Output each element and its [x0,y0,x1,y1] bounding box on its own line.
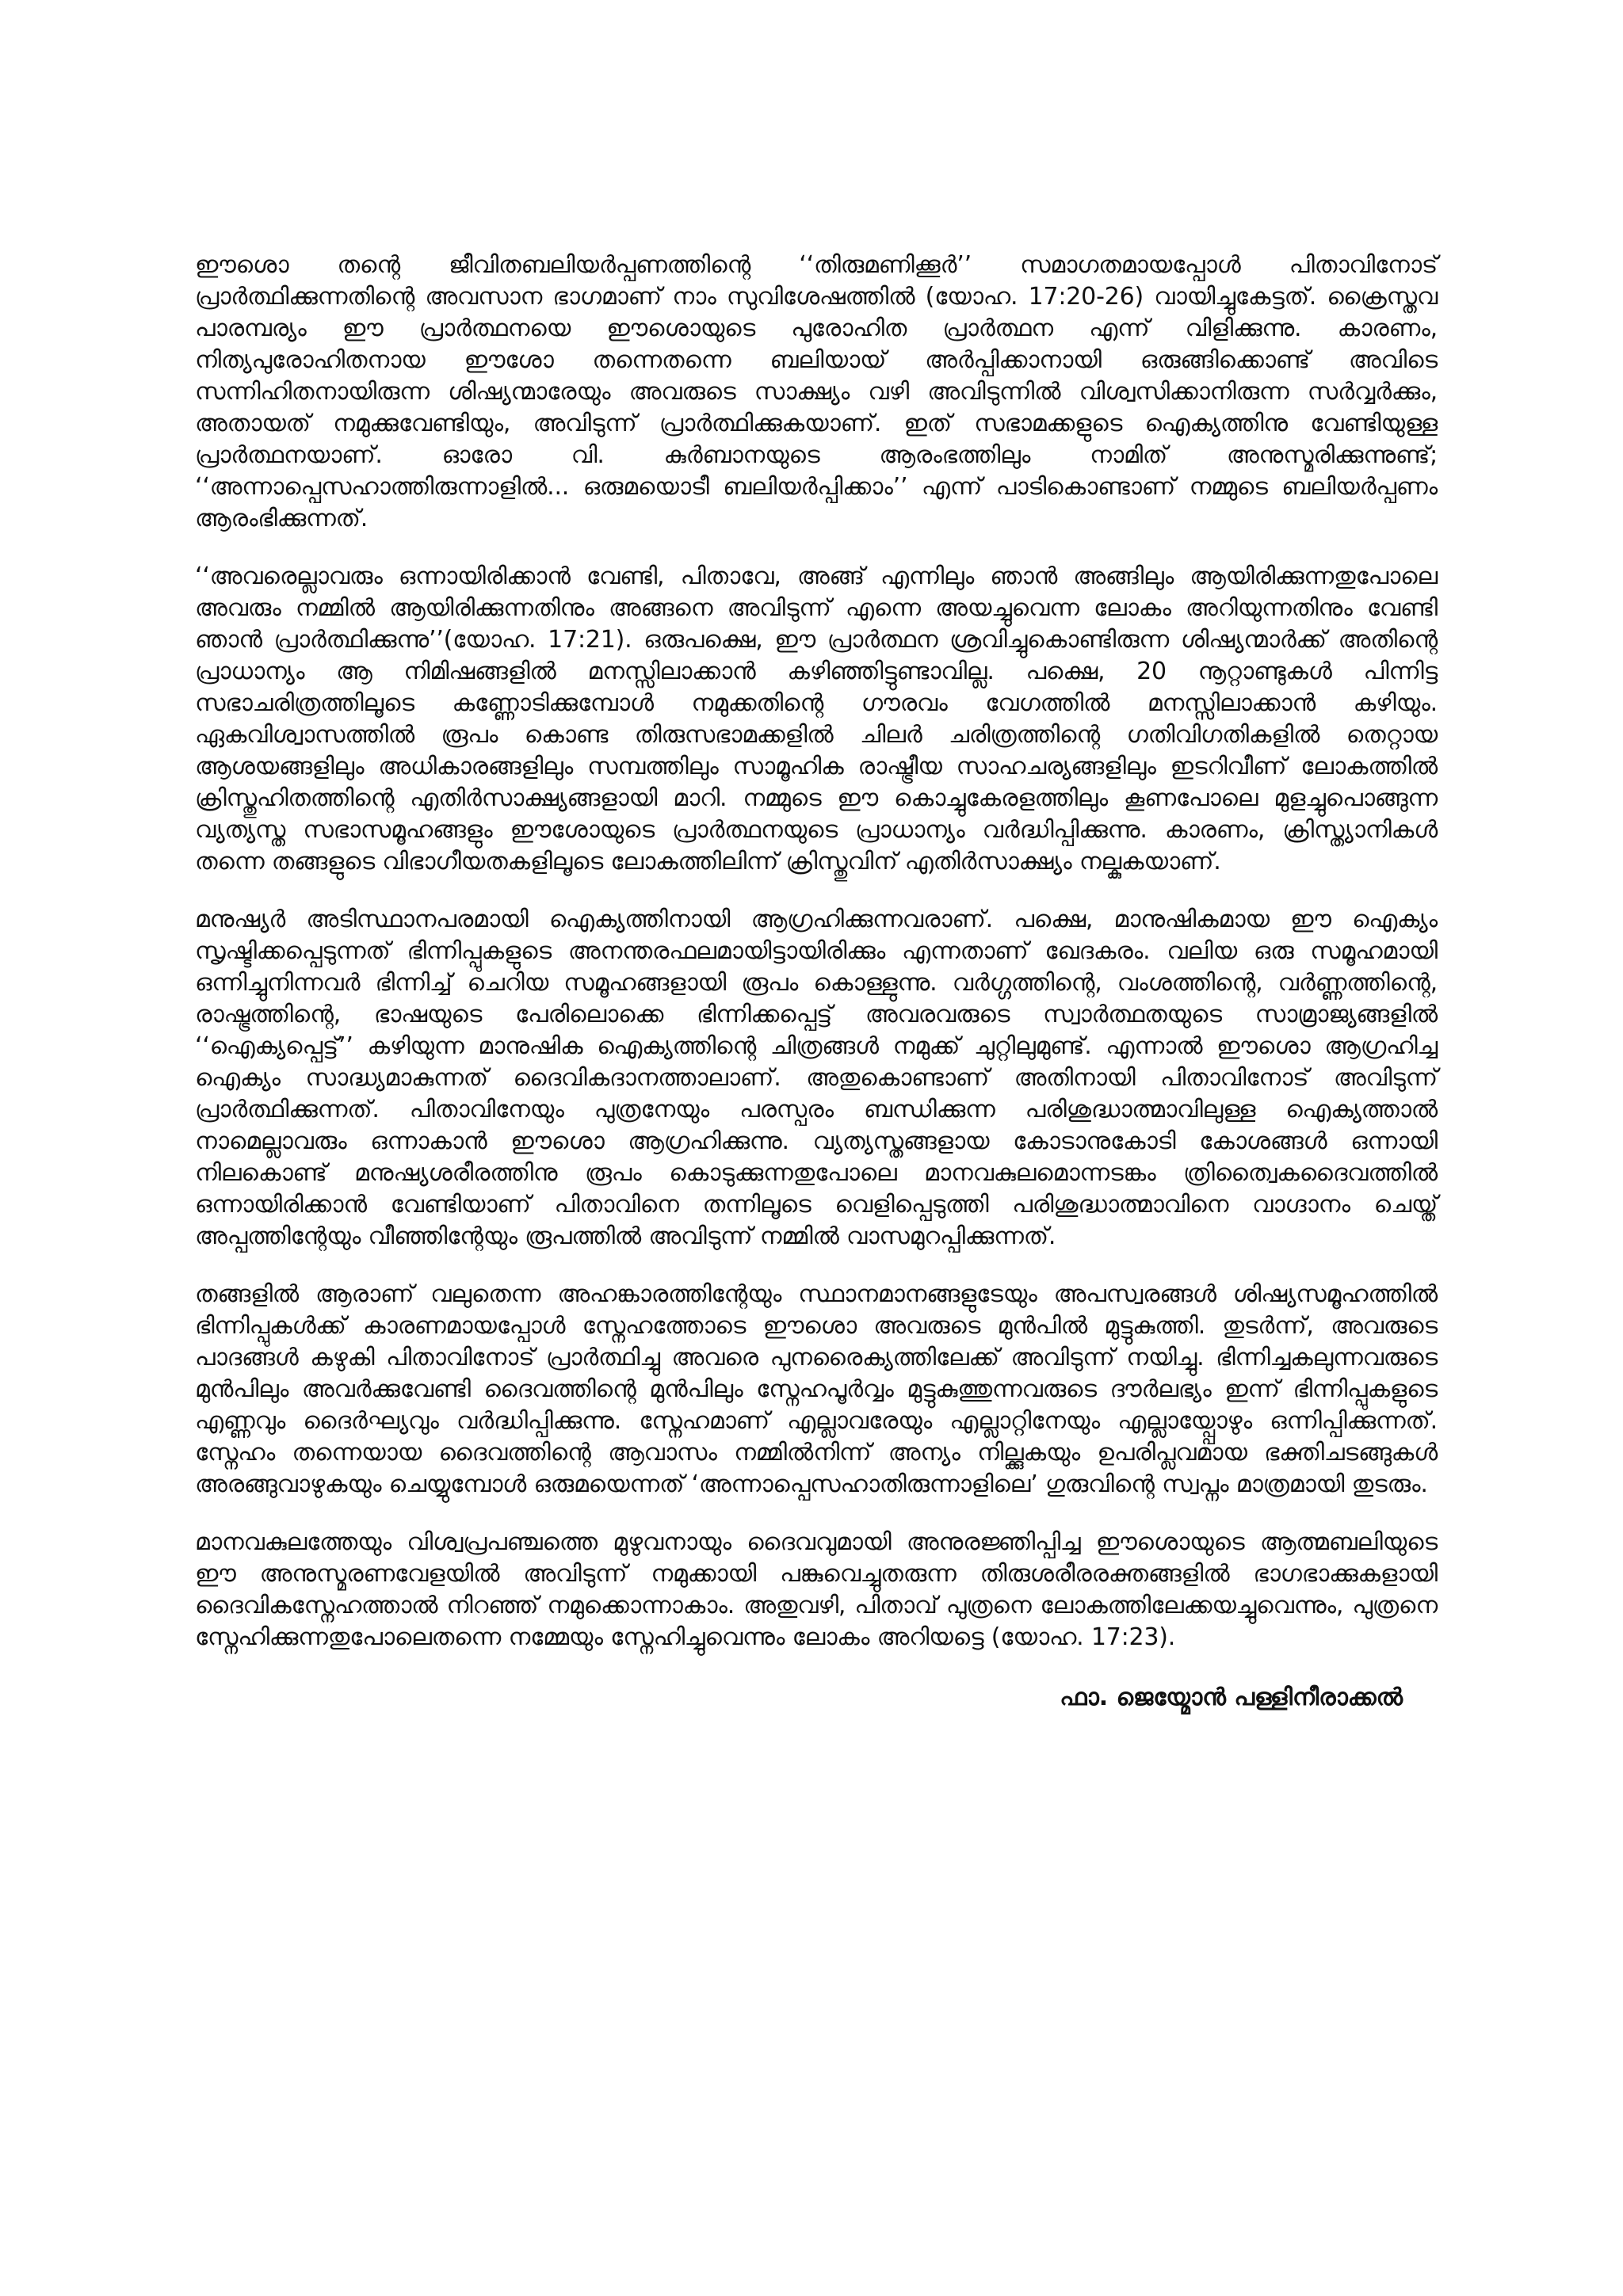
author-signature: ഫാ. ജെയ്മോൻ പള്ളിനീരാക്കൽ [1060,1684,1403,1711]
paragraph-2: ‘‘അവരെല്ലാവരും ഒന്നായിരിക്കാൻ വേണ്ടി, പിതാവേ, അങ്ങ് എന്നിലും ഞാൻ അങ്ങിലും ആയിരിക്കുന്നതുപോലെ അവരും നമ്മിൽ ആയിരിക്കുന്നതിനും അങ്ങനെ അവിടുന്ന് എന്നെ അയച്ചുവെന്ന ലോകം അറിയുന്നതിനും വേണ്ടി ഞാൻ പ്രാർത്ഥിക്കുന്നു’’(യോഹ. 17:21). ഒരുപക്ഷെ, ഈ പ്രാർത്ഥന ശ്രവിച്ചുകൊണ്ടിരുന്ന ശിഷ്യന്മാർക്ക് അതിന്റെ പ്രാധാന്യം ആ നിമിഷങ്ങളിൽ മനസ്സിലാക്കാൻ കഴിഞ്ഞിട്ടുണ്ടാവില്ല. പക്ഷെ, 20 നൂറ്റാണ്ടുകൾ പിന്നിട്ട സഭാചരിത്രത്തിലൂടെ കണ്ണോടിക്കുമ്പോൾ നമുക്കതിന്റെ ഗൗരവം വേഗത്തിൽ മനസ്സിലാക്കാൻ കഴിയും. ഏകവിശ്വാസത്തിൽ രൂപം കൊണ്ട തിരുസഭാമക്കളിൽ ചിലർ ചരിത്രത്തിന്റെ ഗതിവിഗതികളിൽ തെറ്റായ ആശയങ്ങളിലും അധികാരങ്ങളിലും സമ്പത്തിലും സാമൂഹിക രാഷ്ട്രീയ സാഹചര്യങ്ങളിലും ഇടറിവീണ് ലോകത്തിൽ ക്രിസ്തുഹിതത്തിന്റെ എതിർസാക്ഷ്യങ്ങളായി മാറി. നമ്മുടെ ഈ കൊച്ചുകേരളത്തിലും കൂണപോലെ മുളച്ചുപൊങ്ങുന്ന വ്യത്യസ്ത സഭാസമൂഹങ്ങളും ഈശോയുടെ പ്രാർത്ഥനയുടെ പ്രാധാന്യം വർദ്ധിപ്പിക്കുന്നു. കാരണം, ക്രിസ്ത്യാനികൾ തന്നെ തങ്ങളുടെ വിഭാഗീയതകളിലൂടെ ലോകത്തിലിന്ന് ക്രിസ്തുവിന് എതിർസാക്ഷ്യം നല്കുകയാണ്. [195,563,1438,875]
document-page [195,250,1438,1714]
paragraph-4: തങ്ങളിൽ ആരാണ് വലുതെന്ന അഹങ്കാരത്തിന്റേയും സ്ഥാനമാനങ്ങളുടേയും അപസ്വരങ്ങൾ ശിഷ്യസമൂഹത്തിൽ ഭിന്നിപ്പുകൾക്ക് കാരണമായപ്പോൾ സ്നേഹത്തോടെ ഈശൊ അവരുടെ മുൻപിൽ മുട്ടുകുത്തി. തുടർന്ന്, അവരുടെ പാദങ്ങൾ കഴുകി പിതാവിനോട് പ്രാർത്ഥിച്ചു അവരെ പുനരൈക്യത്തിലേക്ക് അവിടുന്ന് നയിച്ചു. ഭിന്നിച്ചകലുന്നവരുടെ മുൻപിലും അവർക്കുവേണ്ടി ദൈവത്തിന്റെ മുൻപിലും സ്നേഹപൂർവ്വം മുട്ടുകുത്തുന്നവരുടെ ദൗർലഭ്യം ഇന്ന് ഭിന്നിപ്പുകളുടെ എണ്ണവും ദൈർഘ്യവും വർദ്ധിപ്പിക്കുന്നു. സ്നേഹമാണ് എല്ലാവരേയും എല്ലാറ്റിനേയും എല്ലായ്പ്പോഴും ഒന്നിപ്പിക്കുന്നത്. സ്നേഹം തന്നെയായ ദൈവത്തിന്റെ ആവാസം നമ്മിൽനിന്ന് അന്യം നില്ക്കുകയും ഉപരിപ്ലവമായ ഭക്തിചടങ്ങുകൾ അരങ്ങുവാഴുകയും ചെയ്യുമ്പോൾ ഒരുമയെന്നത് ‘അന്നാപ്പെസഹാതിരുന്നാളിലെ’ ഗുരുവിന്റെ സ്വപ്നം മാത്രമായി തുടരും. [195,1280,1438,1498]
paragraph-1: ഈശൊ തന്റെ ജീവിതബലിയർപ്പണത്തിന്റെ ‘‘തിരുമണിക്കൂർ’’ സമാഗതമായപ്പോൾ പിതാവിനോട് പ്രാർത്ഥിക്കുന്നതിന്റെ അവസാന ഭാഗമാണ് നാം സുവിശേഷത്തിൽ (യോഹ. 17:20-26) വായിച്ചുകേട്ടത്. ക്രൈസ്തവ പാരമ്പര്യം ഈ പ്രാർത്ഥനയെ ഈശൊയുടെ പുരോഹിത പ്രാർത്ഥന എന്ന് വിളിക്കുന്നു. കാരണം, നിത്യപുരോഹിതനായ ഈശോ തന്നെതന്നെ ബലിയായ് അർപ്പിക്കാനായി ഒരുങ്ങിക്കൊണ്ട് അവിടെ സന്നിഹിതനായിരുന്ന ശിഷ്യന്മാരേയും അവരുടെ സാക്ഷ്യം വഴി അവിടുന്നിൽ വിശ്വസിക്കാനിരുന്ന സർവ്വർക്കും, അതായത് നമുക്കുവേണ്ടിയും, അവിടുന്ന് പ്രാർത്ഥിക്കുകയാണ്. ഇത് സഭാമക്കളുടെ ഐക്യത്തിനു വേണ്ടിയുള്ള പ്രാർത്ഥനയാണ്. ഓരോ വി. കുർബാനയുടെ ആരംഭത്തിലും നാമിത് അനുസ്മരിക്കുന്നുണ്ട്; ‘‘അന്നാപ്പെസഹാത്തിരുന്നാളിൽ... ഒരുമയൊടീ ബലിയർപ്പിക്കാം’’ എന്ന് പാടികൊണ്ടാണ് നമ്മുടെ ബലിയർപ്പണം ആരംഭിക്കുന്നത്. [195,251,1438,532]
paragraph-3: മനുഷ്യർ അടിസ്ഥാനപരമായി ഐക്യത്തിനായി ആഗ്രഹിക്കുന്നവരാണ്. പക്ഷെ, മാനുഷികമായ ഈ ഐക്യം സൃഷ്ടിക്കപ്പെടുന്നത് ഭിന്നിപ്പുകളുടെ അനന്തരഫലമായിട്ടായിരിക്കും എന്നതാണ് ഖേദകരം. വലിയ ഒരു സമൂഹമായി ഒന്നിച്ചുനിന്നവർ ഭിന്നിച്ച് ചെറിയ സമൂഹങ്ങളായി രൂപം കൊള്ളുന്നു. വർഗ്ഗത്തിന്റെ, വംശത്തിന്റെ, വർണ്ണത്തിന്റെ, രാഷ്ട്രത്തിന്റെ, ഭാഷയുടെ പേരിലൊക്കെ ഭിന്നിക്കപ്പെട്ട് അവരവരുടെ സ്വാർത്ഥതയുടെ സാമ്രാജ്യങ്ങളിൽ ‘‘ഐക്യപ്പെട്ട്’’ കഴിയുന്ന മാനുഷിക ഐക്യത്തിന്റെ ചിത്രങ്ങൾ നമുക്ക് ചുറ്റിലുമുണ്ട്. എന്നാൽ ഈശൊ ആഗ്രഹിച്ച ഐക്യം സാദ്ധ്യമാകുന്നത് ദൈവികദാനത്താലാണ്. അതുകൊണ്ടാണ് അതിനായി പിതാവിനോട് അവിടുന്ന് പ്രാർത്ഥിക്കുന്നത്. പിതാവിനേയും പുത്രനേയും പരസ്പരം ബന്ധിക്കുന്ന പരിശുദ്ധാത്മാവിലുള്ള ഐക്യത്താൽ നാമെല്ലാവരും ഒന്നാകാൻ ഈശൊ ആഗ്രഹിക്കുന്നു. വ്യത്യസ്തങ്ങളായ കോടാനുകോടി കോശങ്ങൾ ഒന്നായി നിലകൊണ്ട് മനുഷ്യശരീരത്തിനു രൂപം കൊടുക്കുന്നതുപോലെ മാനവകുലമൊന്നടങ്കം ത്രിത്വൈകദൈവത്തിൽ ഒന്നായിരിക്കാൻ വേണ്ടിയാണ് പിതാവിനെ തന്നിലൂടെ വെളിപ്പെടുത്തി പരിശുദ്ധാത്മാവിനെ വാഗ്ദാനം ചെയ്ത് അപ്പത്തിന്റേയും വീഞ്ഞിന്റേയും രൂപത്തിൽ അവിടുന്ന് നമ്മിൽ വാസമുറപ്പിക്കുന്നത്. [195,906,1438,1250]
paragraph-5: മാനവകുലത്തേയും വിശ്വപ്രപഞ്ചത്തെ മുഴുവനായും ദൈവവുമായി അനുരജ്ഞിപ്പിച്ച ഈശൊയുടെ ആത്മബലിയുടെ ഈ അനുസ്മരണവേളയിൽ അവിടുന്ന് നമുക്കായി പങ്കുവെച്ചുതരുന്ന തിരുശരീരരക്തങ്ങളിൽ ഭാഗഭാക്കുകളായി ദൈവികസ്നേഹത്താൽ നിറഞ്ഞ് നമുക്കൊന്നാകാം. അതുവഴി, പിതാവ് പുത്രനെ ലോകത്തിലേക്കയച്ചുവെന്നും, പുത്രനെ സ്നേഹിക്കുന്നതുപോലെതന്നെ നമ്മേയും സ്നേഹിച്ചുവെന്നും ലോകം അറിയട്ടെ (യോഹ. 17:23). [195,1528,1438,1651]
